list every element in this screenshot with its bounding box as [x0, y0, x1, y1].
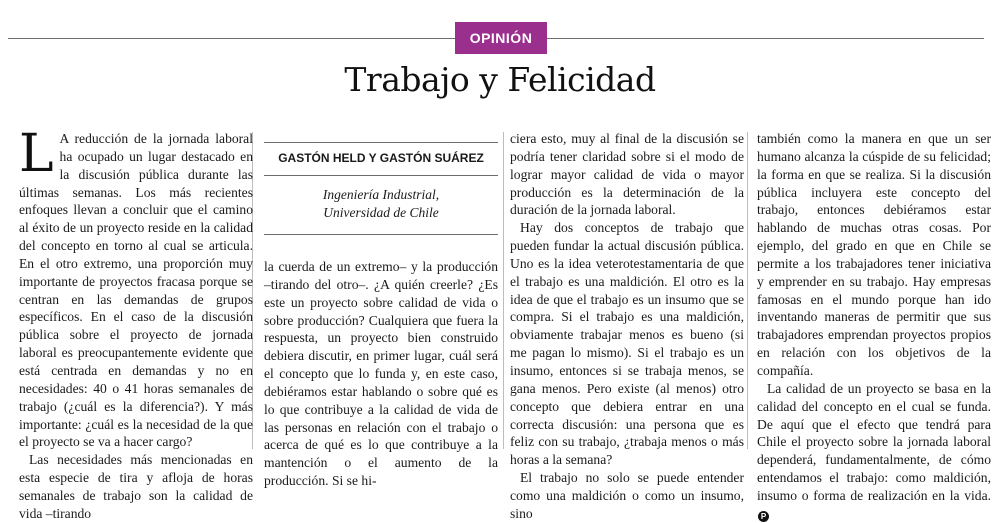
affiliation-line: Ingeniería Industrial,	[322, 187, 440, 202]
column-4	[757, 130, 991, 523]
byline-box	[264, 142, 498, 235]
paragraph	[19, 124, 253, 451]
column-divider	[503, 132, 504, 449]
article-title: Trabajo y Felicidad	[344, 60, 656, 99]
paragraph	[757, 380, 991, 523]
section-rule-right	[547, 38, 984, 39]
column-divider	[747, 132, 748, 449]
author-names: GASTÓN HELD Y GASTÓN SUÁREZ	[264, 143, 498, 176]
end-mark-icon: P	[758, 511, 769, 522]
paragraph-text: A reducción de la jornada laboral ha ocupado un lugar destacado en la discusión pública durante las últimas semanas. Los más recientes enfoques llevan a concluir que el camino al éxito de un proyecto reside en la calidad del concepto en torno al cual se articula. En el otro extremo, una proporción muy importante de proyectos fracasa porque se centran en las demandas de grupos específicos. En el caso de la discusión pública sobre el proyecto de jornada laboral es preocupantemente evidente que está centrada en demandas y no en necesidades: 40 o 41 horas semanales de trabajo (¿cuál es la diferencia?). Y más importante: ¿cuál es la necesidad de la que el proyecto se va a hacer cargo?	[19, 131, 253, 450]
paragraph: El trabajo no solo se puede entender como una maldición o como un insumo, sino	[510, 470, 744, 521]
column-3	[510, 130, 744, 523]
affiliation-line: Universidad de Chile	[323, 205, 439, 220]
paragraph: también como la manera en que un ser humano alcanza la cúspide de su felicidad; la forma en que se realiza. Si la discusión pública incluyera este concepto del trabajo, entonces debiéramos estar hablando de muchas otras cosas. Por ejemplo, del grado en que en Chile se permite a los trabajadores tener iniciativa y emprender en su trabajo. Hay empresas famosas en el mundo porque han ido inventando maneras de permitir que sus trabajadores emprendan proyectos propios en relación con los objetivos de la compañía.	[757, 131, 991, 378]
paragraph: Las necesidades más mencionadas en esta especie de tira y afloja de horas semanales de trabajo son la calidad de vida –tirando	[19, 452, 253, 521]
paragraph-text: La calidad de un proyecto se basa en la calidad del concepto en el cual se funda. De aquí que el efecto que tendrá para Chile el proyecto sobre la jornada laboral dependerá, fundamentalmente, de cómo entendamos el trabajo: como maldición, insumo o forma de realización en la vida.	[757, 380, 991, 503]
drop-cap: L	[19, 124, 54, 184]
paragraph: Hay dos conceptos de trabajo que pueden fundar la actual discusión pública. Uno es la idea veterotestamentaria de que el trabajo es una maldición. El otro es la idea de que el trabajo es un insumo que se compra. Si el trabajo es una maldición, obviamente trabajar menos es bueno (si me pagan lo mismo). Si el trabajo es un insumo, entonces si se trabaja menos, se gana menos. Pero existe (al menos) otro concepto que debiera entrar en una correcta discusión: una persona que es feliz con su trabajo, ¿trabaja menos o más horas a la semana?	[510, 220, 744, 468]
author-affiliation	[264, 176, 498, 234]
column-2	[264, 258, 498, 490]
paragraph: la cuerda de un extremo– y la producción –tirando del otro–. ¿A quién creerle? ¿Es este un proyecto sobre calidad de vida o sobre producción? Cualquiera que fuera la respuesta, un proyecto bien construido debiera discutir, en primer lugar, cuál será el concepto que lo funda y, en este caso, debiéramos estar hablando o sobre qué es lo que contribuye a la calidad de vida de las personas en relación con el trabajo o acerca de qué es lo que contribuye a la mantención o el aumento de la producción. Si se hi-	[264, 259, 498, 489]
column-1	[19, 124, 253, 523]
paragraph: ciera esto, muy al final de la discusión se podría tener claridad sobre si el modo de lograr mayor calidad de vida o mayor producción es la determinación de la duración de la jornada laboral.	[510, 131, 744, 218]
section-badge[interactable]: OPINIÓN	[455, 22, 547, 54]
section-rule-left	[8, 38, 455, 39]
